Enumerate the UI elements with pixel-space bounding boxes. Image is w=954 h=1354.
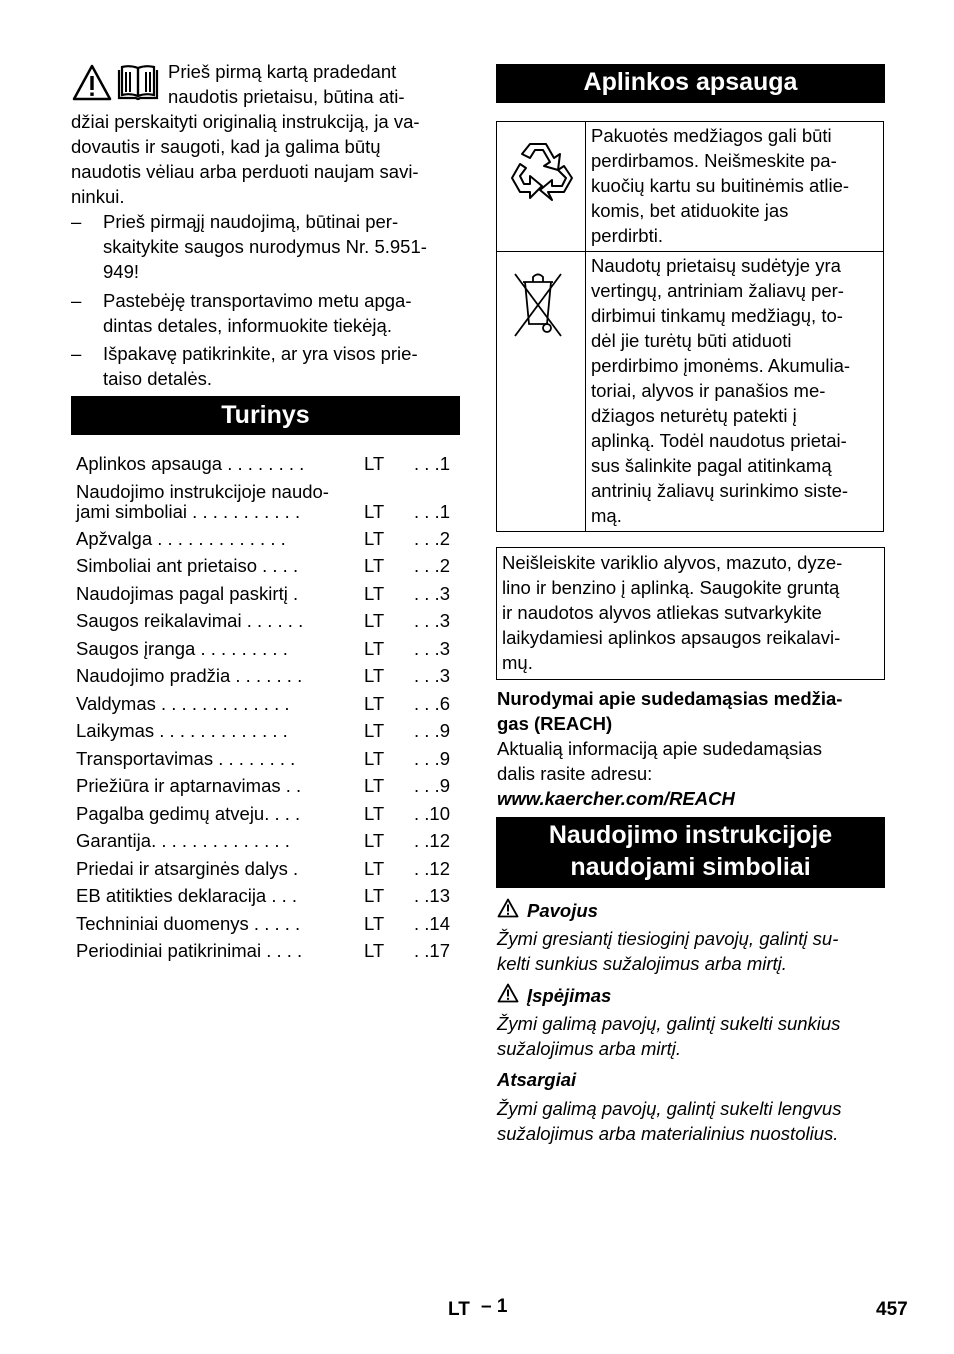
reach-heading: Nurodymai apie sudedamąsias medžia- gas (REACH) (497, 688, 843, 734)
oil-warning-box: Neišleiskite variklio alyvos, mazuto, dyze- lino ir benzino į aplinką. Saugokite gruntą ir naudotos alyvos atliekas sutvarkykite laikydamiesi aplinkos apsaugos reikalavi- mų. (496, 547, 885, 680)
list-item: – Pastebėję transportavimo metu apga- dintas detales, informuokite tiekėją. (71, 290, 412, 336)
footer-lang: LT (448, 1299, 470, 1320)
packaging-text: Pakuotės medžiagos gali būti perdirbamos. Neišmeskite pa- kuočių kartu su buitinėmis atlie- komis, bet atiduokite jas perdirbti. (591, 125, 850, 246)
symbol-danger: Pavojus Žymi gresiantį tiesioginį pavojų, galintį su- kelti sunkius sužalojimus arba mirtį. (497, 899, 839, 974)
reach-text: Aktualią informaciją apie sudedamąsias dalis rasite adresu: (497, 738, 822, 784)
toc-row[interactable]: Simboliai ant prietaiso . . . . LT . . .2 (76, 555, 450, 576)
toc-row[interactable]: Saugos įranga . . . . . . . . . LT . . .3 (76, 637, 450, 659)
toc-row[interactable]: Periodiniai patikrinimai . . . . LT . .17 (76, 940, 450, 961)
footer-section: – 1 (481, 1296, 508, 1317)
toc-heading: Turinys (71, 396, 460, 435)
warning-triangle-icon (72, 64, 112, 102)
toc-row[interactable]: Valdymas . . . . . . . . . . . . . LT . . .6 (76, 692, 450, 714)
toc-row[interactable]: Saugos reikalavimai . . . . . . LT . . .3 (76, 610, 450, 631)
environment-heading: Aplinkos apsauga (496, 64, 885, 103)
toc-row[interactable]: Garantija. . . . . . . . . . . . . . LT . .12 (76, 830, 450, 851)
warning-triangle-icon (497, 898, 519, 923)
manual-book-icon (116, 64, 160, 102)
list-item: – Prieš pirmąjį naudojimą, būtinai per- skaitykite saugos nurodymus Nr. 5.951- 949! (71, 211, 427, 282)
toc-row[interactable]: Naudojimo pradžia . . . . . . . LT . . .3 (76, 665, 450, 686)
reach-link[interactable]: www.kaercher.com/REACH (497, 788, 735, 809)
intro-line-2: naudotis prietaisu, būtina ati- (168, 86, 405, 107)
toc-row[interactable]: Aplinkos apsauga . . . . . . . . LT . . .1 (76, 453, 450, 474)
intro-text: džiai perskaityti originalią instrukciją, ja va- dovautis ir saugoti, kad ja galima būtų naudotis vėliau arba perduoti naujam savi- ninkui. (71, 111, 420, 207)
toc-row[interactable]: Transportavimas . . . . . . . . LT . . .9 (76, 747, 450, 769)
toc-row[interactable]: Laikymas . . . . . . . . . . . . . LT . . .9 (76, 720, 450, 741)
toc-row[interactable]: Priežiūra ir aptarnavimas . . LT . . .9 (76, 775, 450, 796)
environment-table (496, 121, 884, 532)
toc-row[interactable]: Naudojimo instrukcijoje naudo- jami simboliai . . . . . . . . . . . LT . . .1 (76, 480, 450, 522)
table-row (497, 122, 884, 252)
toc-row[interactable]: Techniniai duomenys . . . . . LT . .14 (76, 912, 450, 934)
disposal-text: Naudotų prietaisų sudėtyje yra vertingų, antriniam žaliavų per- dirbimui tinkamų medžiagų, to- dėl jie turėtų būti atiduoti perdirbimo įmonėms. Akumulia- toriai, alyvos ir panašios me- džiagos neturėtų patekti į aplinką. Todėl naudotus prietai- sus šalinkite pagal atitinkamą antrinių žaliavų surinkimo siste- mą. (591, 255, 851, 526)
warning-triangle-icon (497, 983, 519, 1008)
intro-line-1: Prieš pirmą kartą pradedant (168, 61, 397, 82)
page-number: 457 (876, 1299, 908, 1320)
table-row (497, 252, 884, 532)
toc-row[interactable]: Pagalba gedimų atveju. . . . LT . .10 (76, 802, 450, 824)
toc-row[interactable]: Priedai ir atsarginės dalys . LT . .12 (76, 857, 450, 879)
toc-row[interactable]: EB atitikties deklaracija . . . LT . .13 (76, 885, 450, 906)
recycle-icon (497, 122, 585, 219)
list-item: – Išpakavę patikrinkite, ar yra visos prie- taiso detalės. (71, 343, 418, 389)
crossed-bin-icon (497, 252, 585, 345)
toc-row[interactable]: Apžvalga . . . . . . . . . . . . . LT . . .2 (76, 527, 450, 549)
table-of-contents (71, 452, 460, 967)
symbol-warning: Įspėjimas Žymi galimą pavojų, galintį sukelti sunkius sužalojimus arba mirtį. (497, 984, 841, 1059)
symbols-heading: Naudojimo instrukcijoje naudojami simboliai (496, 817, 885, 888)
intro-list (71, 209, 460, 391)
toc-row[interactable]: Naudojimas pagal paskirtį . LT . . .3 (76, 582, 450, 604)
symbol-caution: Atsargiai Žymi galimą pavojų, galintį sukelti lengvus sužalojimus arba materialinius nuostolius. (497, 1069, 842, 1144)
